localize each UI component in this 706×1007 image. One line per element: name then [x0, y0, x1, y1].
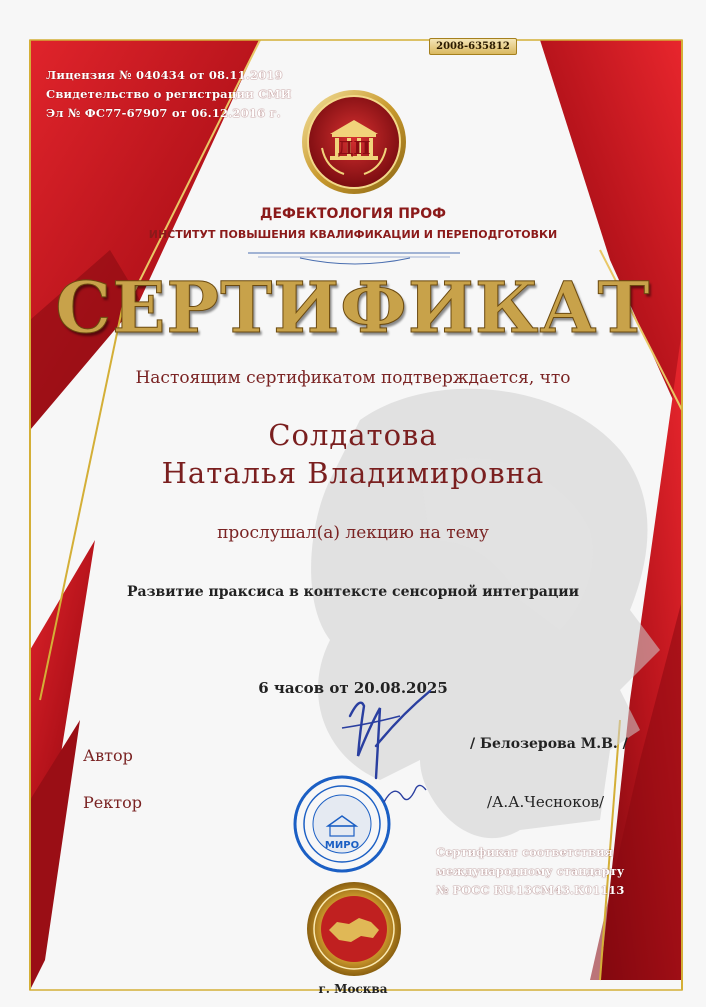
intl-standard-line: международному стандарту	[436, 864, 625, 878]
handwritten-signature	[330, 686, 450, 786]
author-label: Автор	[83, 746, 133, 765]
certificate-title: СЕРТИФИКАТ	[55, 266, 651, 349]
registration-number-line: Эл № ФС77-67907 от 06.12.2016 г.	[46, 106, 281, 120]
institute-logo	[300, 88, 408, 196]
confirmation-text: Настоящим сертификатом подтверждается, что	[135, 368, 571, 388]
organization-name: ДЕФЕКТОЛОГИЯ ПРОФ	[260, 206, 446, 222]
listened-text: прослушал(а) лекцию на тему	[217, 523, 489, 543]
serial-number-badge: 2008-635812	[429, 38, 517, 55]
logo-monogram: ДП	[337, 138, 371, 159]
intl-certificate-line: Сертификат соответствия	[436, 845, 613, 859]
stamp-text: МИРО	[324, 840, 360, 851]
recipient-name: Наталья Владимировна	[161, 456, 545, 490]
gold-seal	[305, 880, 403, 978]
author-name: / Белозерова М.В. /	[470, 736, 628, 752]
hours-date: 6 часов от 20.08.2025	[258, 679, 448, 697]
rector-signature	[380, 780, 430, 810]
license-line: Лицензия № 040434 от 08.11.2019	[46, 68, 283, 82]
city-label: г. Москва	[318, 982, 388, 996]
registration-line: Свидетельство о регистрации СМИ	[46, 87, 292, 101]
recipient-surname: Солдатова	[268, 418, 438, 452]
blue-stamp	[292, 774, 392, 874]
organization-subtitle: ИНСТИТУТ ПОВЫШЕНИЯ КВАЛИФИКАЦИИ И ПЕРЕПОДГОТОВКИ	[148, 228, 558, 241]
rector-name: /А.А.Чесноков/	[487, 793, 605, 811]
lecture-topic: Развитие праксиса в контексте сенсорной интеграции	[127, 584, 579, 600]
intl-number-line: № РОСС RU.13СМ43.К01113	[436, 883, 625, 897]
rector-label: Ректор	[83, 793, 142, 812]
